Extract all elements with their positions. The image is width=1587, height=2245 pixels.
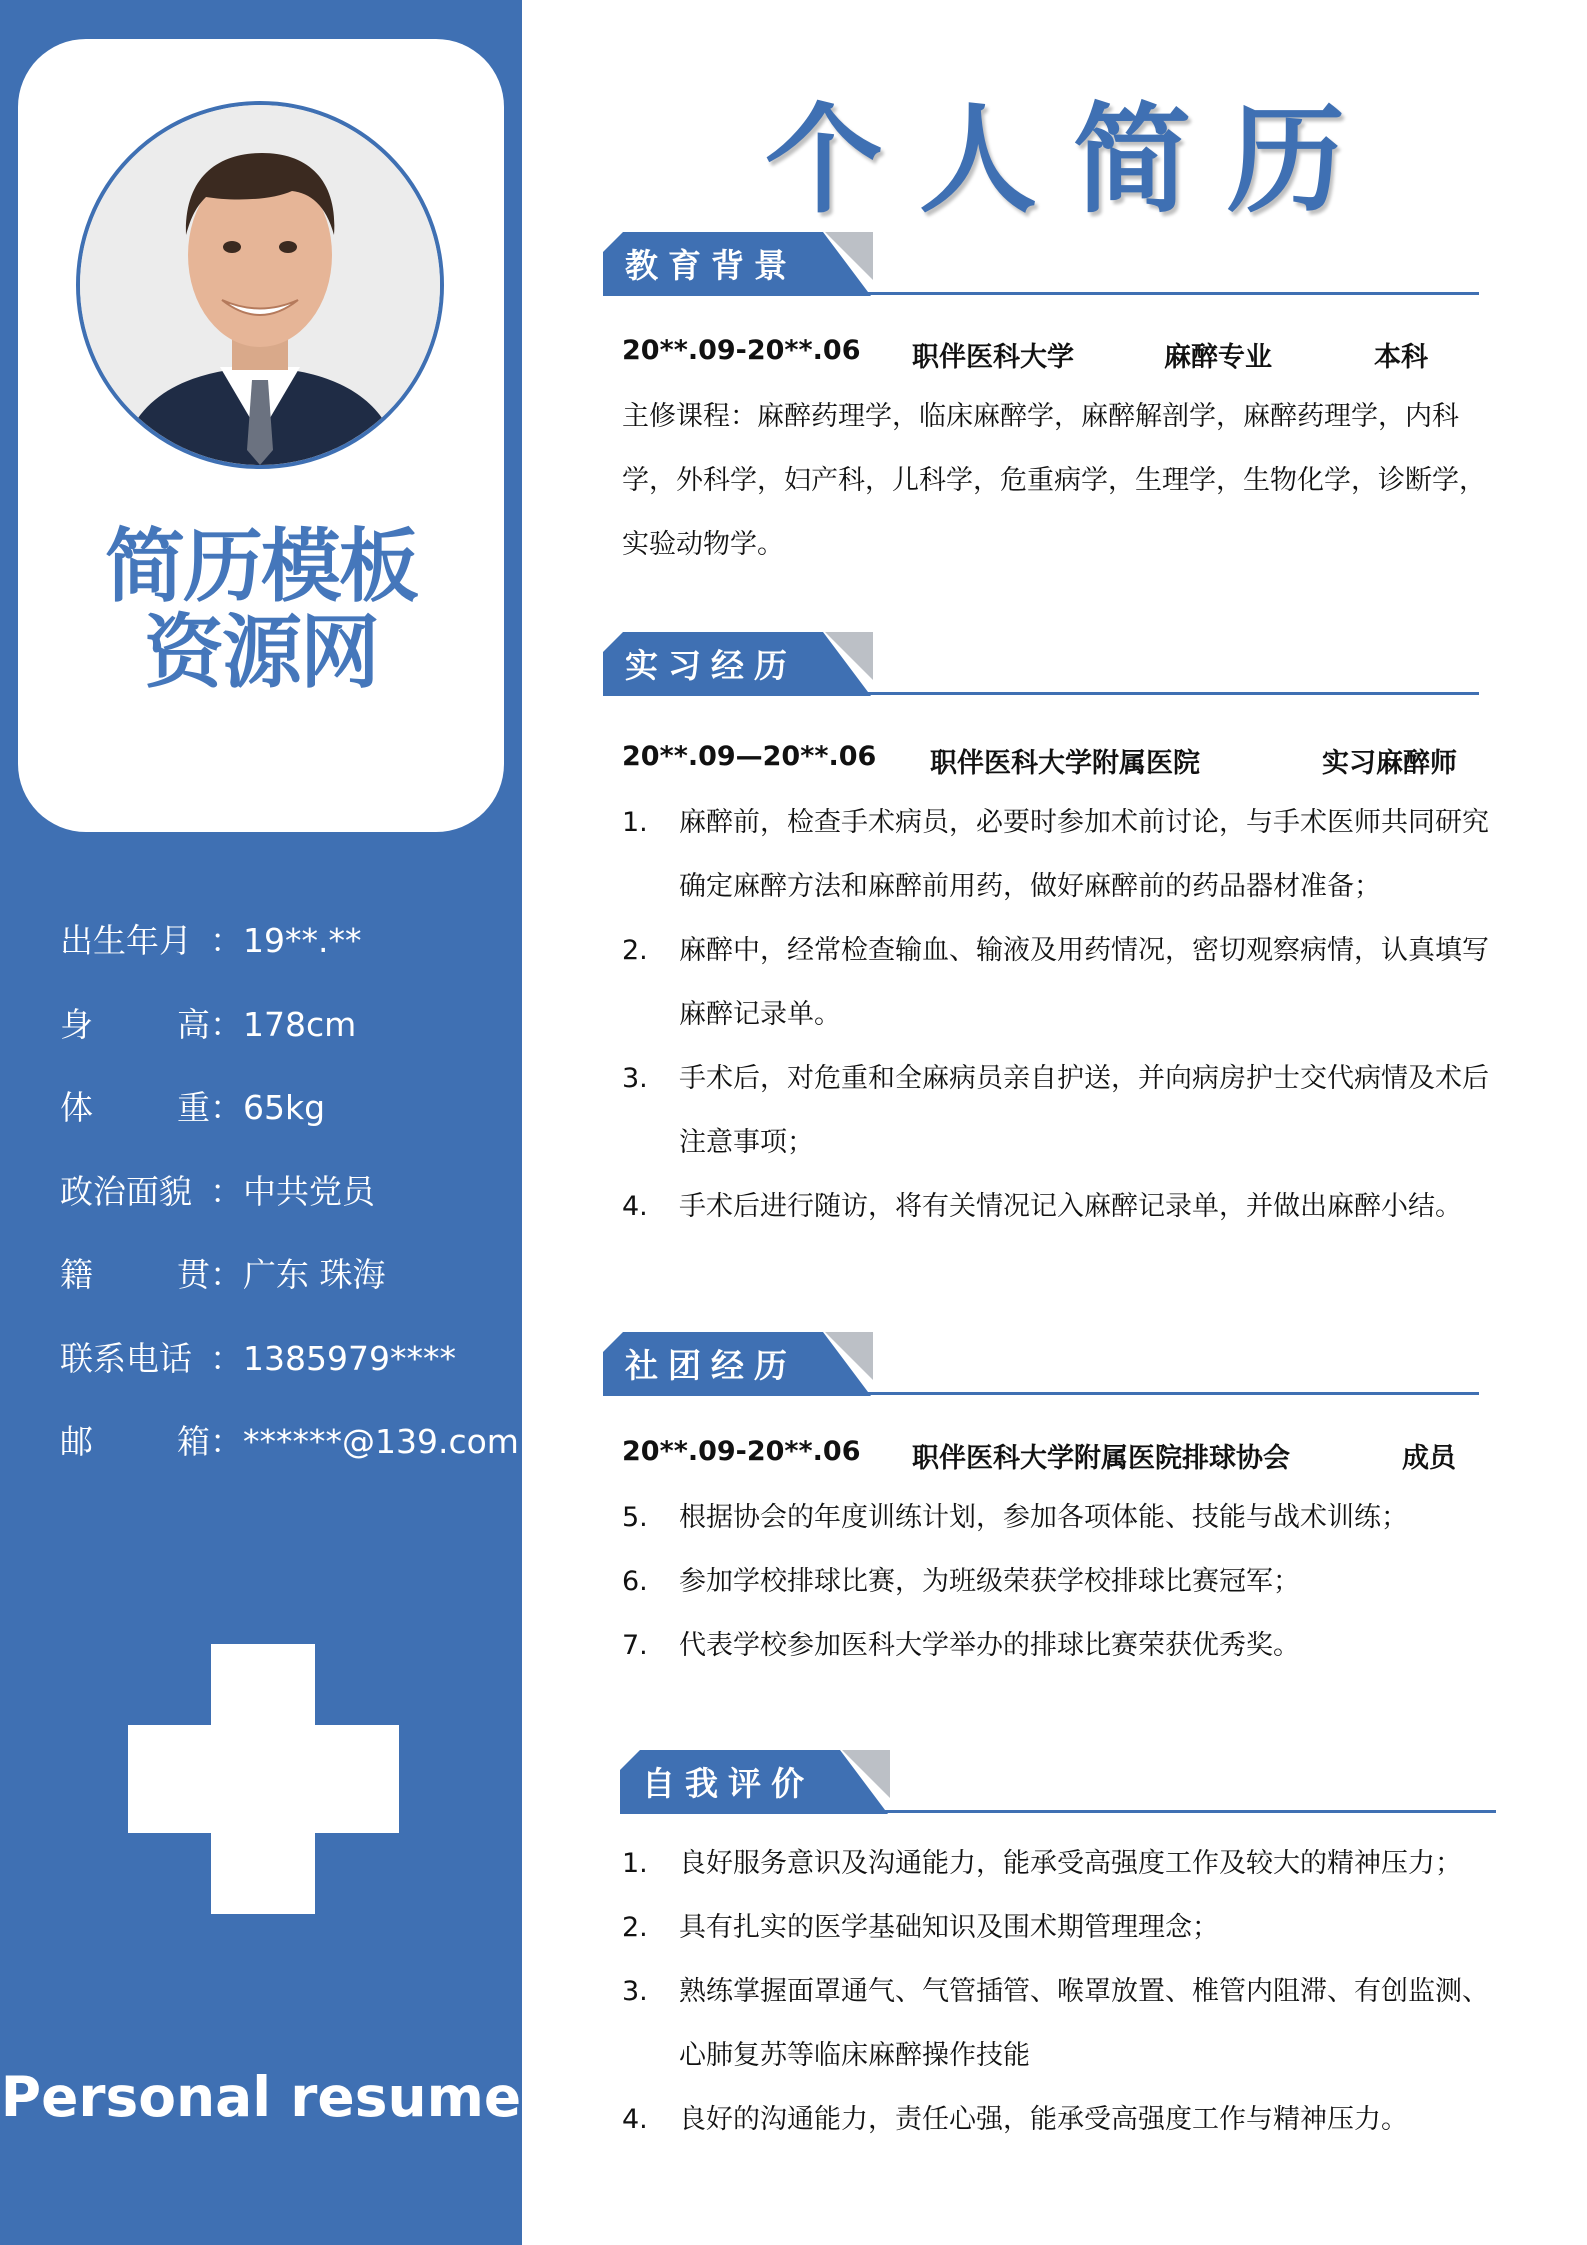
education-school: 职伴医科大学 xyxy=(912,342,1074,373)
section-header-education xyxy=(603,232,1479,296)
info-value: ：广东 珠海 xyxy=(210,1255,386,1294)
club-org: 职伴医科大学附属医院排球协会 xyxy=(912,1443,1290,1474)
internship-org: 职伴医科大学附属医院 xyxy=(930,748,1200,779)
education-courses: 主修课程：麻醉药理学，临床麻醉学，麻醉解剖学，麻醉药理学，内科学，外科学，妇产科，儿科学，危重病学，生理学，生物化学，诊断学，实验动物学。 xyxy=(622,401,1486,560)
info-phone xyxy=(60,1333,519,1417)
section-header-self-eval xyxy=(620,1750,1496,1814)
profile-photo xyxy=(76,101,444,469)
personal-info xyxy=(60,915,519,1500)
internship-role: 实习麻醉师 xyxy=(1322,748,1457,779)
club-list xyxy=(622,1486,1498,1678)
info-label: 出生年月 xyxy=(60,921,192,960)
info-height xyxy=(60,999,519,1083)
list-item: 1. 麻醉前，检查手术病员，必要时参加术前讨论，与手术医师共同研究确定麻醉方法和麻醉前用药，做好麻醉前的药品器材准备； xyxy=(622,807,1489,902)
section-header-club xyxy=(603,1332,1479,1396)
section-title: 自我评价 xyxy=(642,1764,814,1803)
info-politics xyxy=(60,1166,519,1250)
info-value: ：178cm xyxy=(210,1004,357,1044)
list-item: 1. 良好服务意识及沟通能力，能承受高强度工作及较大的精神压力； xyxy=(622,1848,1462,1879)
page-title: 个人简历 xyxy=(765,91,1382,229)
info-value: ：1385979**** xyxy=(210,1338,456,1378)
list-item: 3. 手术后，对危重和全麻病员亲自护送，并向病房护士交代病情及术后注意事项； xyxy=(622,1063,1489,1158)
info-value: ：******@139.com xyxy=(210,1422,519,1461)
brand-line-2: 资源网 xyxy=(144,606,378,699)
info-label: 体 重 xyxy=(60,1088,210,1127)
info-value: ：65kg xyxy=(210,1088,326,1127)
info-label: 政治面貌 xyxy=(60,1171,192,1211)
club-role: 成员 xyxy=(1402,1443,1456,1474)
info-label: 邮 箱 xyxy=(60,1422,210,1461)
list-item: 4. 手术后进行随访，将有关情况记入麻醉记录单，并做出麻醉小结。 xyxy=(622,1191,1462,1222)
section-title: 教育背景 xyxy=(625,246,797,285)
info-label: 身 高 xyxy=(60,1004,210,1044)
list-item: 2. 具有扎实的医学基础知识及围术期管理理念； xyxy=(622,1912,1219,1943)
internship-list xyxy=(622,791,1498,1239)
section-header-internship xyxy=(603,632,1479,696)
education-major: 麻醉专业 xyxy=(1164,342,1272,373)
list-item: 4. 良好的沟通能力，责任心强，能承受高强度工作与精神压力。 xyxy=(622,2104,1408,2135)
info-label: 籍 贯 xyxy=(60,1255,210,1294)
club-date: 20**.09-20**.06 xyxy=(622,1436,861,1467)
info-value: ：19**.** xyxy=(210,921,362,960)
section-title: 社团经历 xyxy=(625,1346,797,1385)
info-hometown xyxy=(60,1249,519,1333)
brand-name xyxy=(18,520,504,699)
list-item: 6. 参加学校排球比赛，为班级荣获学校排球比赛冠军； xyxy=(622,1566,1300,1597)
internship-date: 20**.09—20**.06 xyxy=(622,741,877,772)
info-birth xyxy=(60,915,519,999)
section-title: 实习经历 xyxy=(625,646,797,685)
list-item: 3. 熟练掌握面罩通气、气管插管、喉罩放置、椎管内阻滞、有创监测、心肺复苏等临床麻醉操作技能 xyxy=(622,1976,1489,2071)
education-date: 20**.09-20**.06 xyxy=(622,335,861,366)
education-degree: 本科 xyxy=(1374,342,1428,373)
self-eval-list xyxy=(622,1832,1498,2152)
brand-line-1: 简历模板 xyxy=(105,520,417,613)
list-item: 7. 代表学校参加医科大学举办的排球比赛荣获优秀奖。 xyxy=(622,1630,1300,1661)
info-weight xyxy=(60,1082,519,1166)
info-value: ：中共党员 xyxy=(210,1171,375,1211)
sidebar xyxy=(0,0,522,2245)
list-item: 2. 麻醉中，经常检查输血、输液及用药情况，密切观察病情，认真填写麻醉记录单。 xyxy=(622,935,1489,1030)
english-title: Personal resume xyxy=(0,2065,522,2129)
info-label: 联系电话 xyxy=(60,1338,192,1378)
photo-card xyxy=(18,39,504,832)
info-email xyxy=(60,1416,519,1500)
person-portrait-icon xyxy=(80,105,440,465)
list-item: 5. 根据协会的年度训练计划，参加各项体能、技能与战术训练； xyxy=(622,1502,1408,1533)
